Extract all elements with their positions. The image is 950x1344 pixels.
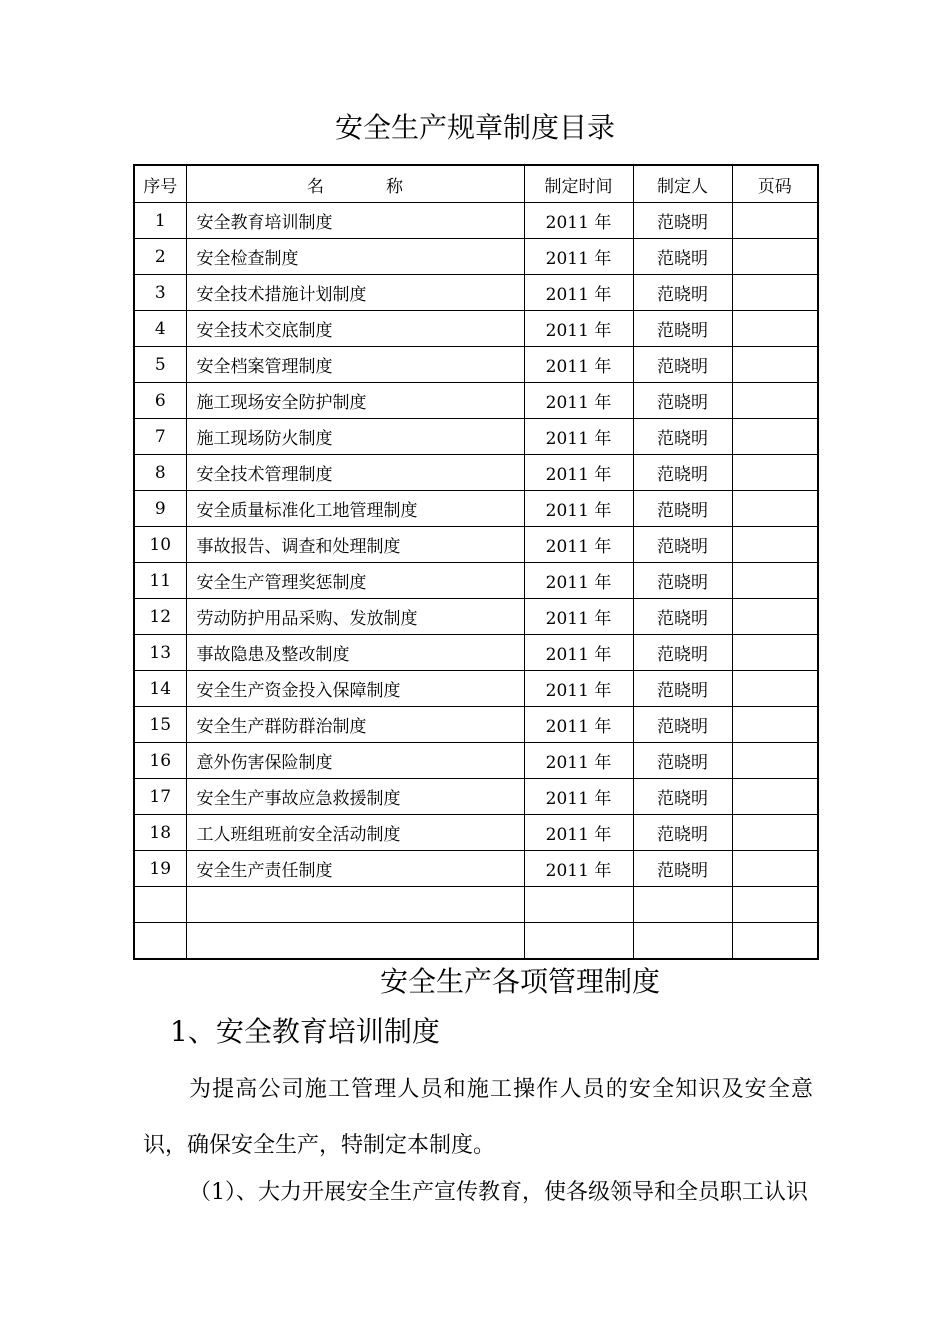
header-name-part1: 名 [307,176,324,197]
cell-no [134,923,186,960]
cell-no [134,887,186,923]
cell-name: 安全质量标准化工地管理制度 [186,491,524,527]
cell-time: 2011 年 [524,239,633,275]
cell-name: 安全检查制度 [186,239,524,275]
paragraph-1: 为提高公司施工管理人员和施工操作人员的安全知识及安全意识，确保安全生产，特制定本制度。 [143,1077,813,1158]
cell-by: 范晓明 [633,851,732,887]
cell-page [732,887,818,923]
cell-time: 2011 年 [524,527,633,563]
cell-by: 范晓明 [633,743,732,779]
cell-page [732,419,818,455]
cell-no: 8 [134,455,186,491]
cell-no: 13 [134,635,186,671]
cell-page [732,599,818,635]
cell-name: 安全技术措施计划制度 [186,275,524,311]
cell-no: 19 [134,851,186,887]
cell-time: 2011 年 [524,383,633,419]
cell-time: 2011 年 [524,743,633,779]
cell-time: 2011 年 [524,599,633,635]
cell-no: 15 [134,707,186,743]
cell-page [732,815,818,851]
cell-time: 2011 年 [524,455,633,491]
cell-no: 10 [134,527,186,563]
table-body [134,203,818,960]
header-name [186,165,524,203]
cell-by: 范晓明 [633,455,732,491]
cell-no: 16 [134,743,186,779]
cell-by: 范晓明 [633,707,732,743]
table-row [134,455,818,491]
cell-name [186,923,524,960]
cell-by: 范晓明 [633,239,732,275]
document-title: 安全生产规章制度目录 [334,111,615,144]
table-row [134,527,818,563]
table-row [134,311,818,347]
table-row [134,815,818,851]
table-row [134,491,818,527]
cell-time: 2011 年 [524,851,633,887]
cell-name: 安全教育培训制度 [186,203,524,239]
cell-name: 事故隐患及整改制度 [186,635,524,671]
table-row [134,851,818,887]
cell-time: 2011 年 [524,203,633,239]
cell-time: 2011 年 [524,311,633,347]
cell-name: 安全技术管理制度 [186,455,524,491]
cell-name: 意外伤害保险制度 [186,743,524,779]
cell-no: 7 [134,419,186,455]
cell-page [732,455,818,491]
cell-time: 2011 年 [524,815,633,851]
cell-by: 范晓明 [633,779,732,815]
cell-by: 范晓明 [633,563,732,599]
cell-name: 安全生产责任制度 [186,851,524,887]
table-row [134,635,818,671]
cell-page [732,491,818,527]
header-by: 制定人 [633,165,732,203]
table-row [134,383,818,419]
cell-by: 范晓明 [633,311,732,347]
cell-name: 施工现场安全防护制度 [186,383,524,419]
table-row [134,671,818,707]
cell-time: 2011 年 [524,347,633,383]
cell-no: 12 [134,599,186,635]
table-row [134,203,818,239]
cell-by: 范晓明 [633,527,732,563]
cell-by: 范晓明 [633,815,732,851]
cell-by: 范晓明 [633,275,732,311]
cell-name: 劳动防护用品采购、发放制度 [186,599,524,635]
cell-no: 17 [134,779,186,815]
cell-page [732,347,818,383]
cell-page [732,779,818,815]
cell-name: 安全生产资金投入保障制度 [186,671,524,707]
cell-name: 事故报告、调查和处理制度 [186,527,524,563]
header-page: 页码 [732,165,818,203]
table-row [134,923,818,960]
cell-time: 2011 年 [524,779,633,815]
cell-page [732,311,818,347]
cell-no: 6 [134,383,186,419]
cell-by: 范晓明 [633,383,732,419]
subsection-title: 1、安全教育培训制度 [170,1015,440,1048]
table-row [134,419,818,455]
table-row [134,707,818,743]
table-row [134,347,818,383]
cell-no: 2 [134,239,186,275]
cell-page [732,563,818,599]
cell-no: 11 [134,563,186,599]
cell-page [732,275,818,311]
cell-name: 安全生产管理奖惩制度 [186,563,524,599]
cell-name: 施工现场防火制度 [186,419,524,455]
cell-time: 2011 年 [524,671,633,707]
table-row [134,275,818,311]
cell-time [524,923,633,960]
cell-time: 2011 年 [524,563,633,599]
table-row [134,239,818,275]
table-row [134,563,818,599]
cell-time: 2011 年 [524,491,633,527]
cell-name: 安全技术交底制度 [186,311,524,347]
cell-page [732,743,818,779]
header-time: 制定时间 [524,165,633,203]
cell-page [732,707,818,743]
cell-by: 范晓明 [633,347,732,383]
cell-no: 14 [134,671,186,707]
cell-page [732,527,818,563]
cell-no: 5 [134,347,186,383]
cell-no: 3 [134,275,186,311]
cell-by: 范晓明 [633,491,732,527]
cell-page [732,383,818,419]
cell-page [732,635,818,671]
header-no: 序号 [134,165,186,203]
cell-no: 18 [134,815,186,851]
cell-no: 1 [134,203,186,239]
regulations-table [133,164,819,960]
cell-name: 工人班组班前安全活动制度 [186,815,524,851]
cell-name [186,887,524,923]
cell-time: 2011 年 [524,275,633,311]
section-title: 安全生产各项管理制度 [379,965,660,998]
cell-name: 安全档案管理制度 [186,347,524,383]
cell-time [524,887,633,923]
cell-name: 安全生产事故应急救援制度 [186,779,524,815]
cell-no: 9 [134,491,186,527]
table-header-row [134,165,818,203]
cell-by: 范晓明 [633,671,732,707]
cell-by [633,923,732,960]
cell-page [732,671,818,707]
cell-by: 范晓明 [633,599,732,635]
table-row [134,599,818,635]
table-row [134,779,818,815]
table-row [134,743,818,779]
cell-no: 4 [134,311,186,347]
cell-page [732,923,818,960]
cell-time: 2011 年 [524,419,633,455]
cell-by [633,887,732,923]
cell-name: 安全生产群防群治制度 [186,707,524,743]
cell-by: 范晓明 [633,635,732,671]
cell-page [732,851,818,887]
table-row [134,887,818,923]
cell-by: 范晓明 [633,203,732,239]
cell-page [732,239,818,275]
header-name-part2: 称 [386,176,403,197]
cell-time: 2011 年 [524,707,633,743]
cell-page [732,203,818,239]
paragraph-2: （1）、大力开展安全生产宣传教育，使各级领导和全员职工认识 [189,1180,808,1205]
cell-time: 2011 年 [524,635,633,671]
cell-by: 范晓明 [633,419,732,455]
